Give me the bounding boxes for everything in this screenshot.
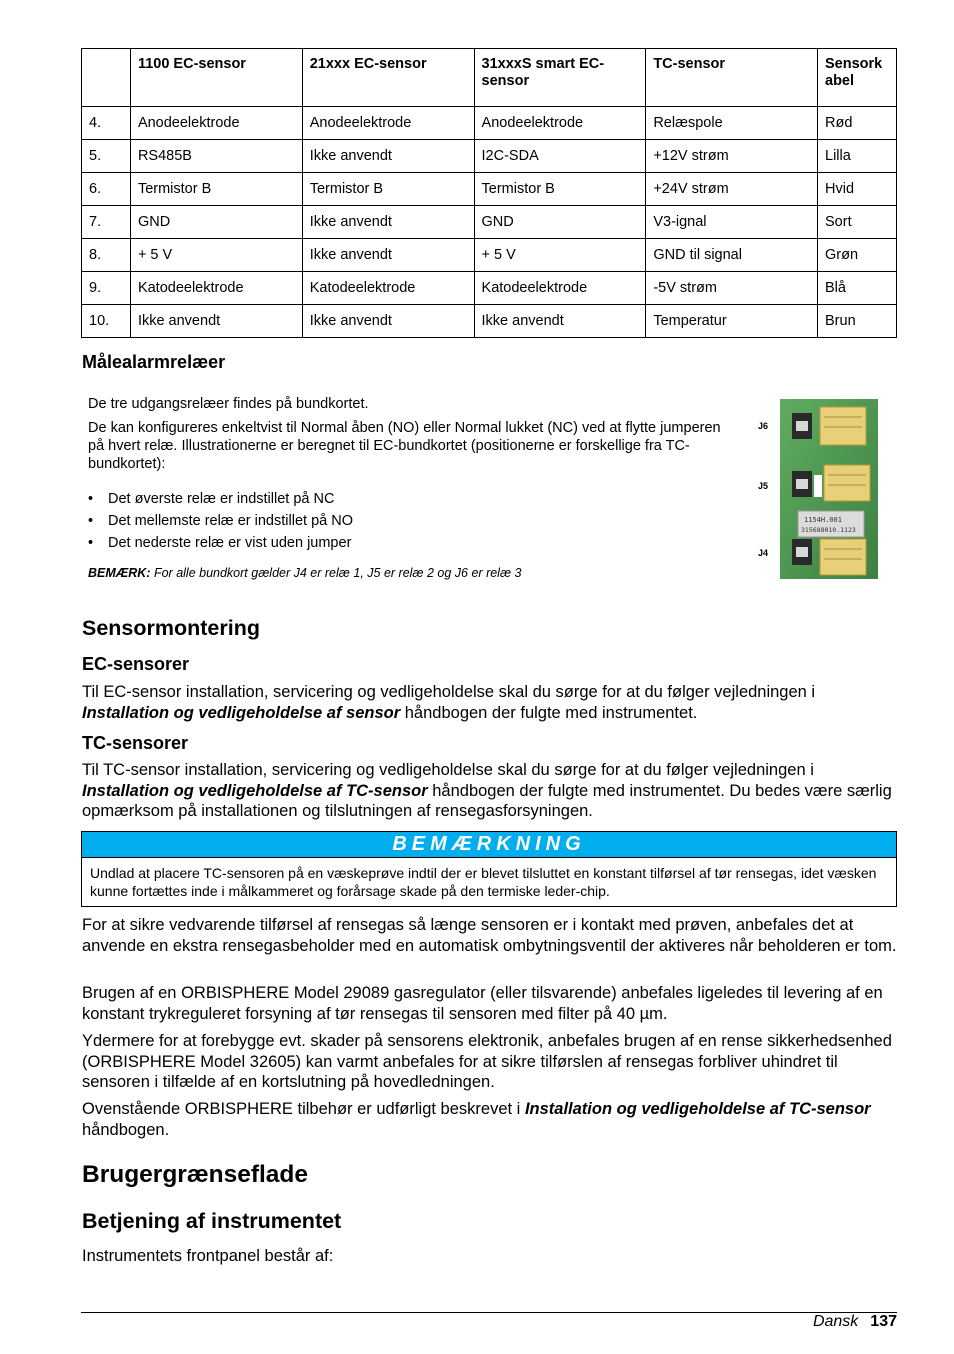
table-header-row bbox=[82, 49, 897, 107]
table-cell: Ikke anvendt bbox=[302, 140, 474, 173]
table-cell: Rød bbox=[818, 107, 897, 140]
table-header-cell: 31xxxS smart EC- sensor bbox=[474, 49, 646, 107]
table-header-cell bbox=[82, 49, 131, 107]
paragraph: Ydermere for at forebygge evt. skader på sensorens elektronik, anbefales brugen af en rense sikkerhedsenhed (ORBISPHERE Model 32605) kan varmt anbefales for at sikre tilførslen af rensegas forbliver uhindret til sensoren i tilfælde af en kortslutning på hovedledningen. bbox=[82, 1032, 892, 1091]
list-item: • Det øverste relæ er indstillet på NC bbox=[88, 489, 353, 511]
section-heading-mounting: Sensormontering bbox=[82, 616, 260, 640]
table-cell: Anodeelektrode bbox=[130, 107, 302, 140]
text-span: Ovenstående ORBISPHERE tilbehør er udførligt beskrevet i bbox=[82, 1100, 525, 1118]
relay-board-photo bbox=[748, 399, 878, 579]
table-row bbox=[82, 239, 897, 272]
board-sticker bbox=[798, 511, 864, 537]
paragraph: For at sikre vedvarende tilførsel af rensegas så længe sensoren er i kontakt med prøven, anbefales det at anvende en ekstra rensegasbeholder med en automatisk ombytningsventil der aktiveres når beholderen er tom. bbox=[82, 916, 897, 955]
table-cell: 5. bbox=[82, 140, 131, 173]
list-item: • Det mellemste relæ er indstillet på NO bbox=[88, 511, 353, 533]
table-cell: I2C-SDA bbox=[474, 140, 646, 173]
table-cell: Termistor B bbox=[130, 173, 302, 206]
paragraph: Instrumentets frontpanel består af: bbox=[82, 1247, 334, 1265]
paragraph: Brugen af en ORBISPHERE Model 29089 gasregulator (eller tilsvarende) anbefales ligeledes til levering af en konstant trykreguleret forsyning af tør rensegas til sensoren med filter på 40 µm. bbox=[82, 984, 883, 1023]
sticker-line-2: 315688010.1123 bbox=[801, 526, 856, 534]
notice-text: Undlad at placere TC-sensoren på en væskeprøve indtil der er blevet tilsluttet en konstant tilførsel af tør rensegas, idet væsken kunne fortættes inde i målkammeret og forårsage skade på den termiske leder-chip. bbox=[90, 865, 877, 899]
relays-intro: De tre udgangsrelæer findes på bundkortet. bbox=[88, 396, 369, 412]
table-cell: Ikke anvendt bbox=[130, 305, 302, 338]
manual-title: Installation og vedligeholdelse af sensor bbox=[82, 703, 401, 722]
table-cell: -5V strøm bbox=[646, 272, 818, 305]
text-span: Til EC-sensor installation, servicering og vedligeholdelse skal du sørge for at du følger vejledningen i bbox=[82, 683, 816, 701]
table-row bbox=[82, 206, 897, 239]
table-header-cell: Sensork abel bbox=[818, 49, 897, 107]
text-span: håndbogen der fulgte med instrumentet. Du bedes være særlig opmærksom på installationen og tilslutningen af rensegasforsyningen. bbox=[82, 781, 892, 820]
table-cell: Termistor B bbox=[474, 173, 646, 206]
table-row bbox=[82, 272, 897, 305]
table-cell: GND bbox=[474, 206, 646, 239]
manual-title: Installation og vedligeholdelse af TC-sensor bbox=[82, 781, 428, 800]
ec-sensors-text bbox=[82, 682, 898, 723]
table-header-cell: 21xxx EC-sensor bbox=[302, 49, 474, 107]
text-span: håndbogen. bbox=[82, 1120, 170, 1139]
notice-box bbox=[81, 831, 897, 907]
relays-heading: Målealarmrelæer bbox=[82, 352, 226, 372]
table-cell: + 5 V bbox=[474, 239, 646, 272]
table-cell: 4. bbox=[82, 107, 131, 140]
table-row bbox=[82, 140, 897, 173]
table-cell: Katodeelektrode bbox=[474, 272, 646, 305]
text-span: håndbogen der fulgte med instrumentet. bbox=[400, 703, 698, 722]
ec-sensors-heading: EC-sensorer bbox=[82, 654, 190, 674]
table-cell: Blå bbox=[818, 272, 897, 305]
manual-title: Installation og vedligeholdelse af TC-sensor bbox=[524, 1100, 871, 1118]
table-cell: 7. bbox=[82, 206, 131, 239]
list-item: • Det nederste relæ er vist uden jumper bbox=[88, 533, 353, 555]
table-row bbox=[82, 107, 897, 140]
section-heading-operation: Betjening af instrumentet bbox=[82, 1209, 342, 1233]
table-cell: + 5 V bbox=[130, 239, 302, 272]
table-cell: Hvid bbox=[818, 173, 897, 206]
table-row bbox=[82, 305, 897, 338]
table-cell: Temperatur bbox=[646, 305, 818, 338]
table-cell: RS485B bbox=[130, 140, 302, 173]
page-number: 137 bbox=[870, 1313, 897, 1330]
board-label-j6: J6 bbox=[758, 421, 769, 431]
chapter-heading: Brugergrænseflade bbox=[82, 1161, 309, 1188]
tc-sensors-text bbox=[82, 760, 898, 822]
table-cell: Anodeelektrode bbox=[474, 107, 646, 140]
page-footer bbox=[813, 1313, 897, 1331]
table-cell: 9. bbox=[82, 272, 131, 305]
table-cell: Ikke anvendt bbox=[302, 239, 474, 272]
text-span: Til TC-sensor installation, servicering og vedligeholdelse skal du sørge for at du følger vejledningen i bbox=[82, 761, 814, 779]
relay-list bbox=[88, 489, 353, 555]
relays-note bbox=[88, 566, 522, 580]
table-cell: Sort bbox=[818, 206, 897, 239]
board-label-j5: J5 bbox=[758, 481, 769, 491]
table-cell: 8. bbox=[82, 239, 131, 272]
pin-assignment-table bbox=[81, 48, 897, 338]
note-text: For alle bundkort gælder J4 er relæ 1, J5 er relæ 2 og J6 er relæ 3 bbox=[150, 566, 522, 580]
relays-config-text: De kan konfigureres enkeltvist til Normal åben (NO) eller Normal lukket (NC) ved at flytte jumperen på hvert relæ. Illustrationerne er beregnet til EC-bundkortet (positionerne er forskellige fra TC-bundkortet): bbox=[88, 420, 721, 472]
board-label-j4: J4 bbox=[758, 548, 769, 558]
table-cell: GND bbox=[130, 206, 302, 239]
note-label: BEMÆRK: bbox=[88, 566, 151, 580]
table-cell: GND til signal bbox=[646, 239, 818, 272]
table-cell: Katodeelektrode bbox=[302, 272, 474, 305]
table-cell: Lilla bbox=[818, 140, 897, 173]
table-cell: 10. bbox=[82, 305, 131, 338]
table-cell: Ikke anvendt bbox=[302, 305, 474, 338]
table-header-cell: 1100 EC-sensor bbox=[130, 49, 302, 107]
table-cell: Relæspole bbox=[646, 107, 818, 140]
table-cell: Ikke anvendt bbox=[474, 305, 646, 338]
tc-sensors-heading: TC-sensorer bbox=[82, 733, 189, 753]
table-cell: Termistor B bbox=[302, 173, 474, 206]
footer-language: Dansk bbox=[812, 1313, 859, 1330]
notice-title: BEMÆRKNING bbox=[82, 832, 896, 858]
table-cell: Brun bbox=[818, 305, 897, 338]
table-cell: +24V strøm bbox=[646, 173, 818, 206]
table-cell: Grøn bbox=[818, 239, 897, 272]
footer-divider bbox=[81, 1312, 897, 1313]
table-cell: V3-ignal bbox=[646, 206, 818, 239]
table-cell: Katodeelektrode bbox=[130, 272, 302, 305]
table-cell: +12V strøm bbox=[646, 140, 818, 173]
table-header-cell: TC-sensor bbox=[646, 49, 818, 107]
table-cell: Ikke anvendt bbox=[302, 206, 474, 239]
table-cell: Anodeelektrode bbox=[302, 107, 474, 140]
paragraph bbox=[82, 1099, 898, 1140]
table-row bbox=[82, 173, 897, 206]
table-cell: 6. bbox=[82, 173, 131, 206]
sticker-line-1: 1154H.001 bbox=[804, 516, 842, 524]
